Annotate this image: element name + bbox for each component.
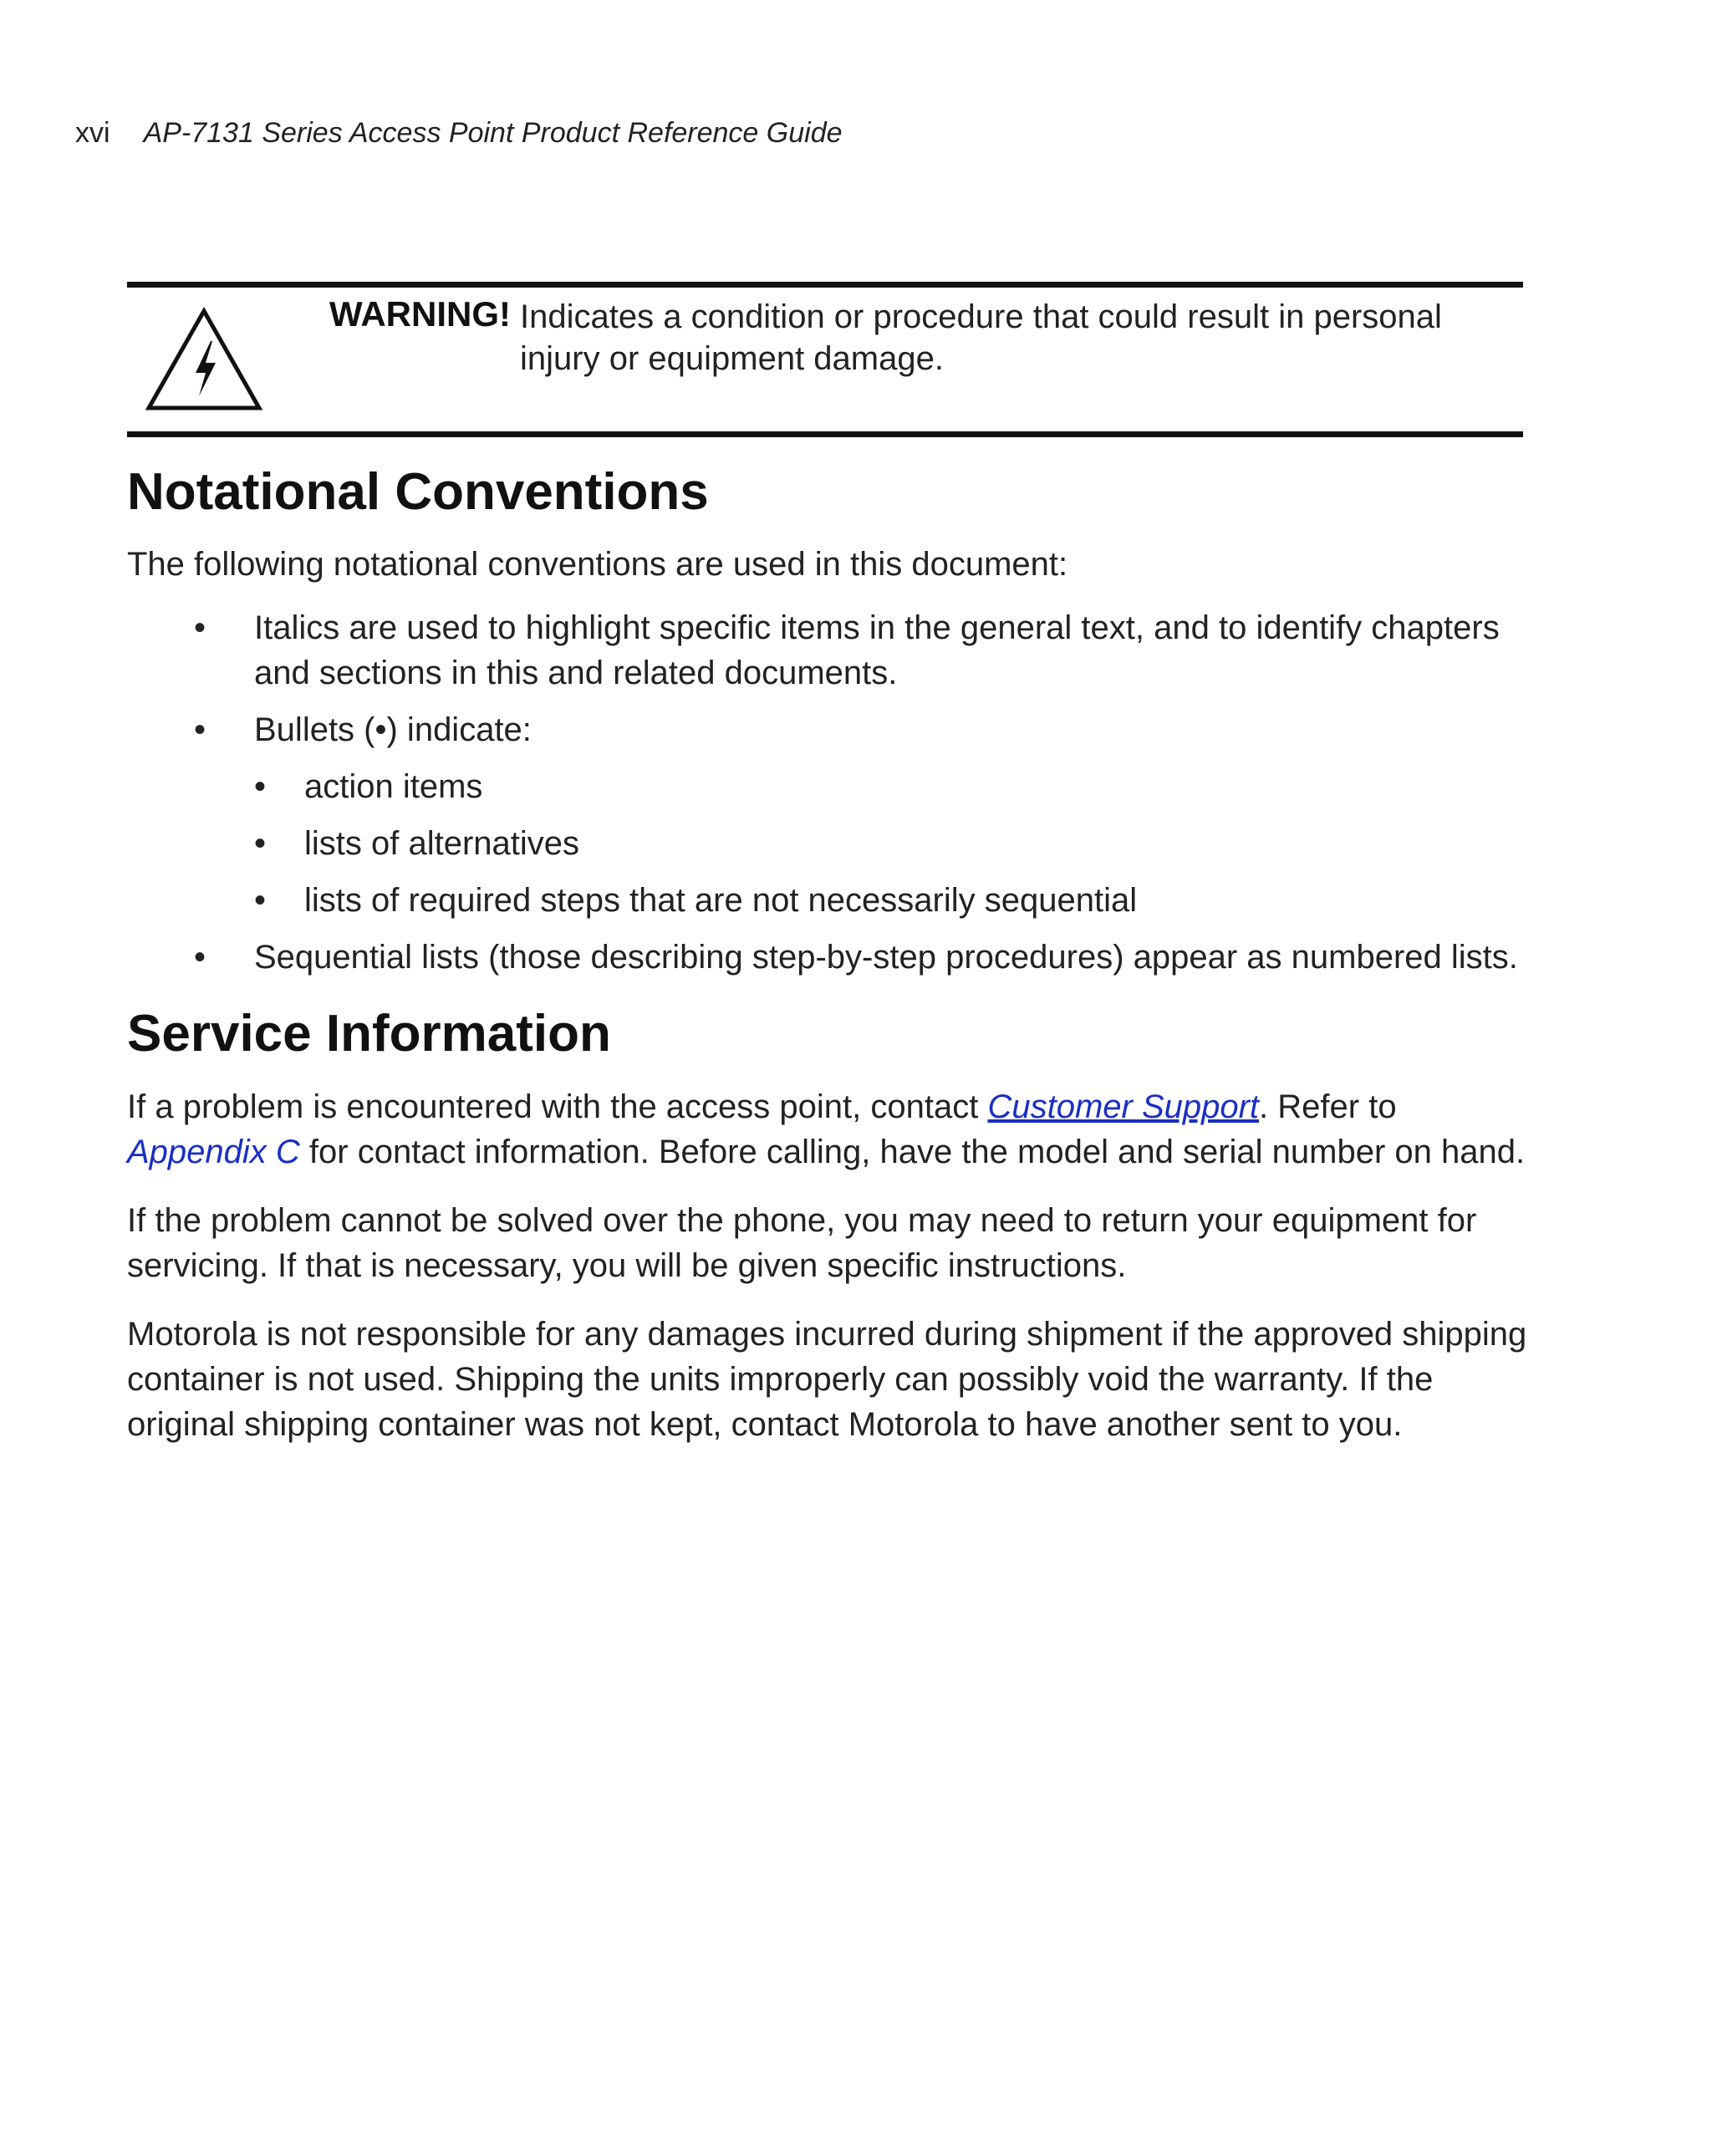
list-item-text: Bullets (•) indicate:: [254, 711, 532, 749]
customer-support-link[interactable]: Customer Support: [987, 1088, 1260, 1125]
sub-list-item-text: lists of alternatives: [304, 825, 580, 863]
bullet: •: [194, 711, 206, 749]
warning-box: [127, 282, 1523, 437]
bullet: •: [254, 825, 267, 863]
notational-intro: The following notational conventions are used in this document:: [127, 546, 1068, 584]
bullet: •: [254, 882, 267, 920]
sub-list-item-text: lists of required steps that are not necessarily sequential: [304, 882, 1138, 920]
section-title-service-information: Service Information: [127, 1005, 611, 1063]
list-item: [127, 707, 1531, 923]
bullet: •: [194, 939, 206, 976]
main-content: [127, 451, 1531, 1447]
list-item-text: Italics are used to highlight specific items in the general text, and to identify chapters and sections in this and related documents.: [254, 609, 1500, 692]
service-paragraph-2: If the problem cannot be solved over the phone, you may need to return your equipment for servicing. If that is necessary, you will be given specific instructions.: [127, 1201, 1477, 1284]
service-paragraph-3: Motorola is not responsible for any damages incurred during shipment if the approved shipping container is not used. Shipping the units improperly can possibly void the warranty. If the original shipping container was not kept, contact Motorola to have another sent to you.: [127, 1315, 1527, 1443]
sub-list-item-text: action items: [304, 768, 483, 806]
service-paragraph-1: [127, 1084, 1531, 1175]
running-header: [75, 117, 843, 150]
bullet: •: [194, 609, 206, 647]
list-item: [127, 605, 1531, 696]
page-number: xvi: [75, 117, 110, 149]
sub-list-item: [254, 764, 1531, 809]
sub-list-item: [254, 821, 1531, 866]
warning-label: WARNING!: [329, 294, 511, 334]
sub-list: [254, 764, 1531, 923]
text-run: . Refer to: [1259, 1088, 1397, 1125]
warning-text: Indicates a condition or procedure that could result in personal injury or equipment damage.: [520, 298, 1442, 377]
bullet: •: [254, 768, 267, 806]
conventions-list: [127, 605, 1531, 980]
section-title-notational-conventions: Notational Conventions: [127, 463, 709, 521]
list-item: [127, 935, 1531, 980]
appendix-c-link[interactable]: Appendix C: [127, 1133, 300, 1170]
sub-list-item: [254, 878, 1531, 923]
text-run: for contact information. Before calling, have the model and serial number on hand.: [299, 1133, 1526, 1170]
guide-title: AP-7131 Series Access Point Product Reference Guide: [143, 117, 843, 149]
electrical-hazard-warning-icon: [144, 306, 264, 413]
text-run: If a problem is encountered with the access point, contact: [127, 1088, 988, 1125]
list-item-text: Sequential lists (those describing step-by-step procedures) appear as numbered lists.: [254, 939, 1518, 976]
